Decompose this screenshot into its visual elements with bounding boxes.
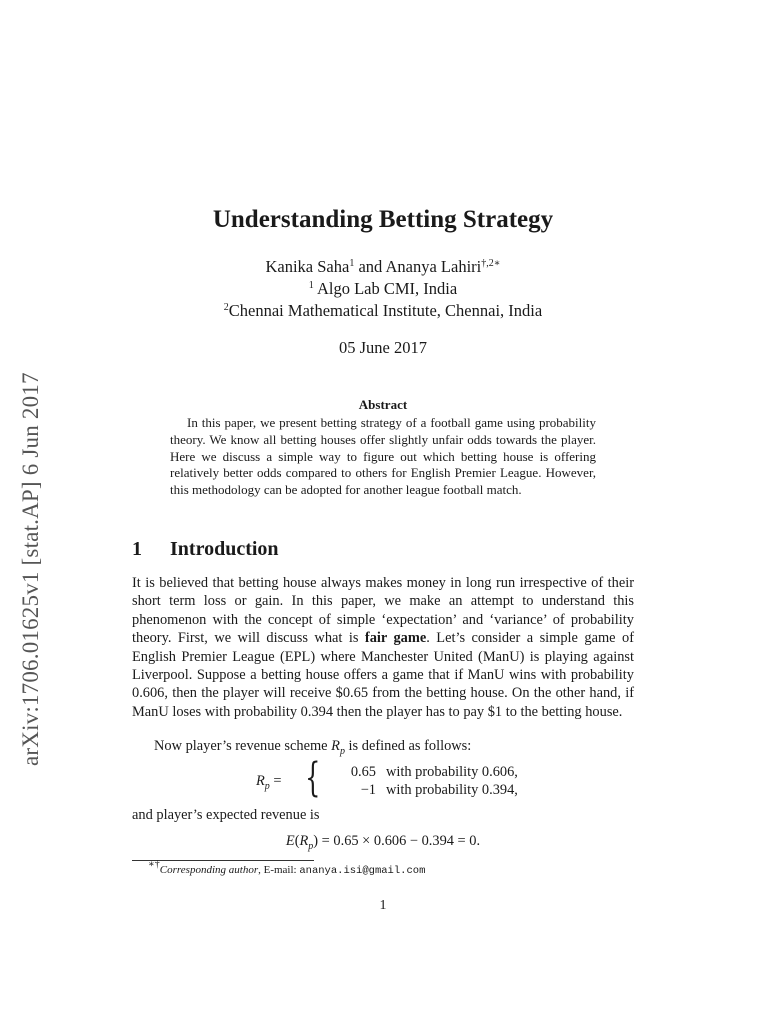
math-sub: p <box>308 840 314 852</box>
math-sub: p <box>339 745 345 757</box>
paragraph-text: Now player’s revenue scheme <box>154 738 332 754</box>
section-title: Introduction <box>170 538 279 560</box>
paragraph-text: It is believed that betting house always makes money in long run irrespective of their short term loss or gain. In this paper, we make an attempt to understand this phenomenon with the concept of simple ‘expectation’ and ‘variance’ of probability theory. First, we will discuss what is <box>132 575 634 647</box>
affiliation-text: Algo Lab CMI, India <box>313 279 458 298</box>
math-var: R <box>331 738 340 754</box>
author-line <box>132 256 634 278</box>
abstract-heading: Abstract <box>358 397 408 412</box>
equation-case-row <box>318 782 518 799</box>
case-value: −1 <box>360 782 376 798</box>
author-name: Kanika Saha <box>265 257 350 276</box>
math-var: E <box>285 833 295 849</box>
author-sup: 1 <box>349 258 355 269</box>
paragraph-text: . Let’s consider a simple game of English Premier League (EPL) where Manchester United (ManU) is playing against Liverpool. Suppose a betting house offers a game that if ManU wins with probability 0.606, then the player will receive $0.65 from the betting house. On the other hand, if ManU loses with probability 0.394 then the player has to pay $1 to the betting house. <box>132 630 634 720</box>
section-number: 1 <box>132 538 142 560</box>
affiliation-sup: 2 <box>223 302 229 313</box>
author-name: Ananya Lahiri <box>385 257 482 276</box>
affiliation-line <box>132 300 634 322</box>
section-heading <box>132 538 279 561</box>
math-var: R <box>256 773 265 789</box>
arxiv-id: arXiv:1706.01625v1 [stat.AP] 6 Jun 2017 <box>18 372 43 766</box>
affiliation-line <box>132 278 634 300</box>
arxiv-sidebar-stamp <box>16 326 46 766</box>
body-paragraph <box>132 737 634 761</box>
math-var: R <box>299 833 309 849</box>
case-condition: with probability 0.606, <box>386 764 518 780</box>
author-block <box>132 256 634 322</box>
footnote-italic: Corresponding author <box>159 864 259 876</box>
footnote-mark: ∗† <box>148 859 160 870</box>
brace-symbol: { <box>305 755 321 801</box>
bold-term: fair game <box>364 630 427 647</box>
equation-lhs <box>256 773 282 792</box>
equation-case-row <box>318 764 518 781</box>
expected-revenue-equation: $E(R_p) = 0.65 \times 0.606 - 0.394 = 0$. <box>285 833 481 852</box>
paper-title: Understanding Betting Strategy <box>212 206 554 233</box>
abstract-text: In this paper, we present betting strategy of a football game using probability theory. We know all betting houses offer slightly unfair odds towards the player. Here we discuss a simple way to figure out which betting house is offering relatively better odds compared to others for English Premier League. However, this methodology can be adopted for another league football match. <box>170 415 596 498</box>
footnote <box>148 859 426 877</box>
page-number: 1 <box>379 898 387 913</box>
case-condition: with probability 0.394, <box>386 782 518 798</box>
body-paragraph <box>132 574 634 721</box>
paper-date: 05 June 2017 <box>339 338 427 357</box>
footnote-email: ananya.isi@gmail.com <box>299 865 426 877</box>
body-paragraph: and player’s expected revenue is <box>132 807 320 823</box>
author-connector: and <box>354 257 386 276</box>
equals-sign: = <box>269 773 282 789</box>
affiliation-text: Chennai Mathematical Institute, Chennai, India <box>228 301 543 320</box>
footnote-text: , E-mail: <box>258 864 300 876</box>
affiliation-sup: 1 <box>308 280 314 291</box>
case-value: 0.65 <box>350 764 376 780</box>
equation-rest: ) = 0.65 × 0.606 − 0.394 = 0. <box>313 833 481 849</box>
math-sub: p <box>264 780 270 792</box>
author-sup: †,2∗ <box>481 258 501 269</box>
paragraph-text: is defined as follows: <box>344 738 472 754</box>
